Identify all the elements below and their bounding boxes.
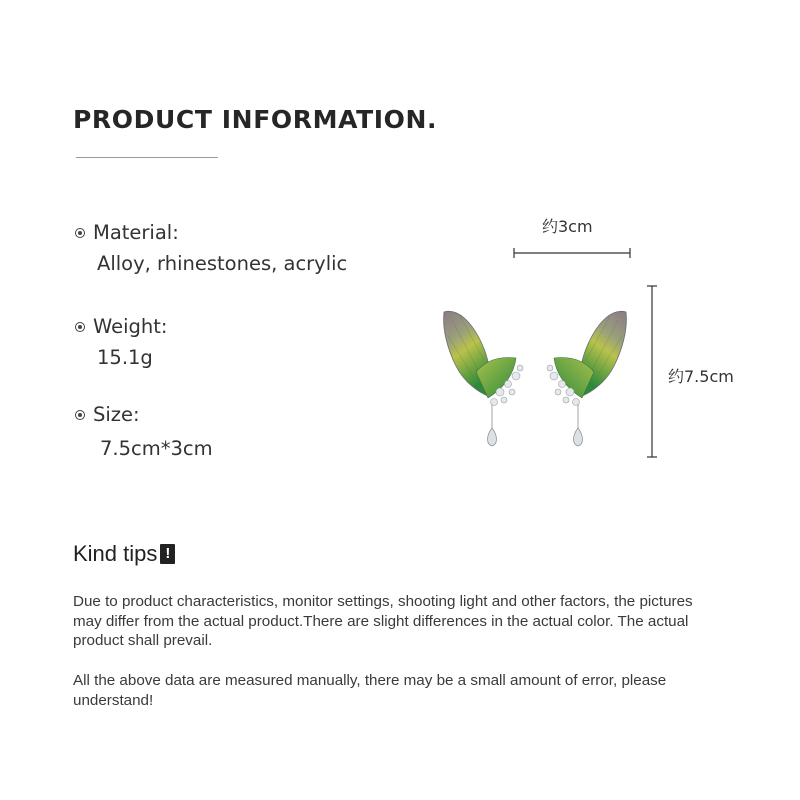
kind-tips-title (73, 541, 175, 567)
height-dimension-label: 约7.5cm (668, 367, 734, 386)
height-dimension-line (644, 282, 660, 462)
kind-tips-title-text: Kind tips (73, 541, 158, 566)
spec-material (75, 223, 347, 273)
spec-size-label: Size: (93, 403, 140, 426)
spec-material-label: Material: (93, 221, 179, 244)
width-dimension-label: 约3cm (542, 217, 593, 236)
title-underline (76, 157, 218, 158)
spec-material-value: Alloy, rhinestones, acrylic (97, 251, 348, 275)
spec-weight (75, 317, 168, 367)
right-earring (547, 311, 626, 446)
page-title: PRODUCT INFORMATION. (73, 105, 438, 134)
earrings-product-image (430, 300, 640, 460)
spec-size-value: 7.5cm*3cm (100, 436, 213, 460)
spec-size (75, 405, 213, 458)
exclamation-icon: ! (160, 544, 175, 564)
target-bullet-icon (75, 228, 85, 238)
target-bullet-icon (75, 410, 85, 420)
kind-tips-paragraph-2: All the above data are measured manually, there may be a small amount of error, please understand! (73, 672, 667, 709)
spec-weight-value: 15.1g (97, 345, 153, 369)
spec-weight-label: Weight: (93, 315, 168, 338)
width-dimension-line (510, 246, 634, 260)
left-earring (444, 311, 523, 446)
kind-tips-paragraph-1: Due to product characteristics, monitor settings, shooting light and other factors, the pictures may differ from the actual product.There are slight differences in the actual color. The actual product shall prevail. (73, 593, 693, 650)
target-bullet-icon (75, 322, 85, 332)
